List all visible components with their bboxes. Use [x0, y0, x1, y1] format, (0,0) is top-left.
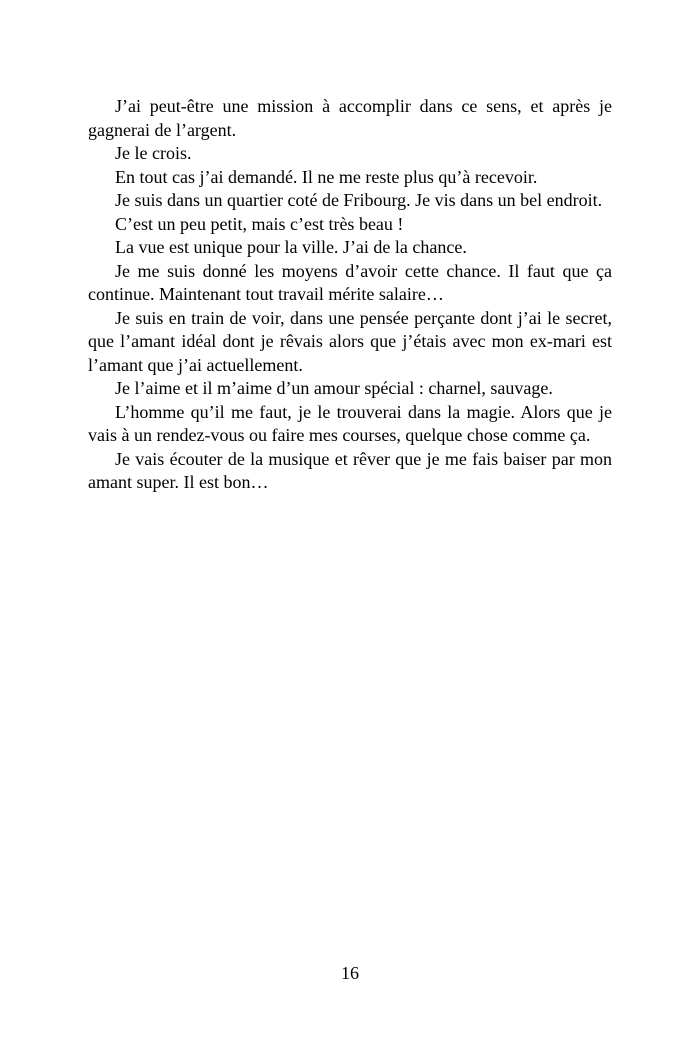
- paragraph-10: L’homme qu’il me faut, je le trouverai dans la magie. Alors que je vais à un rendez-vous ou faire mes courses, quelque chose comme ça.: [88, 401, 612, 445]
- paragraph-5: C’est un peu petit, mais c’est très beau !: [115, 213, 404, 234]
- paragraph-2: Je le crois.: [115, 143, 192, 163]
- paragraph-3: En tout cas j’ai demandé. Il ne me reste plus qu’à recevoir.: [115, 166, 538, 187]
- paragraph-8: Je suis en train de voir, dans une pensée perçante dont j’ai le secret, que l’amant idéal dont je rêvais alors que j’étais avec mon ex-mari est l’amant que j’ai actuellement.: [88, 307, 612, 375]
- paragraph-7: Je me suis donné les moyens d’avoir cette chance. Il faut que ça continue. Maintenant tout travail mérite salaire…: [88, 260, 612, 304]
- body-text: [88, 95, 612, 495]
- paragraph-4: Je suis dans un quartier coté de Fribourg. Je vis dans un bel endroit.: [115, 190, 603, 210]
- paragraph-11: Je vais écouter de la musique et rêver que je me fais baiser par mon amant super. Il est bon…: [88, 448, 612, 492]
- page-number: 16: [341, 963, 359, 983]
- paragraph-9: Je l’aime et il m’aime d’un amour spécial : charnel, sauvage.: [115, 378, 553, 398]
- paragraph-6: La vue est unique pour la ville. J’ai de la chance.: [115, 237, 467, 257]
- paragraph-1: J’ai peut-être une mission à accomplir dans ce sens, et après je gagnerai de l’argent.: [88, 96, 612, 140]
